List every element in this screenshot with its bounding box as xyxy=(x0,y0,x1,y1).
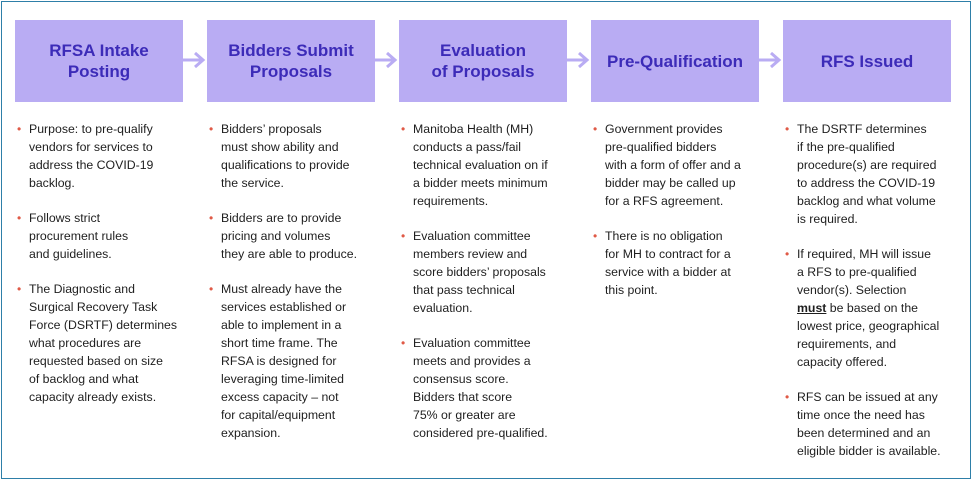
right-arrow-icon xyxy=(757,52,783,68)
list-item xyxy=(593,227,763,299)
right-arrow-icon xyxy=(373,52,399,68)
list-item xyxy=(401,334,571,442)
bullet-text xyxy=(797,247,939,369)
bullet-text xyxy=(221,122,350,190)
list-item xyxy=(401,227,571,317)
bullet-dot-icon: • xyxy=(17,122,22,136)
list-item xyxy=(593,120,763,210)
bullet-dot-icon: • xyxy=(785,247,790,261)
step-box-pre-qualification xyxy=(591,20,759,102)
bullet-dot-icon: • xyxy=(209,282,214,296)
list-item xyxy=(401,120,571,210)
bullet-text xyxy=(221,211,357,261)
bullet-dot-icon: • xyxy=(785,122,790,136)
text-segment: Follows strict procurement rules and guidelines. xyxy=(29,211,129,261)
text-segment: If required, MH will issue a RFS to pre-qualified vendor(s). Selection xyxy=(797,247,931,297)
list-item xyxy=(17,120,187,192)
text-segment: Bidders’ proposals must show ability and qualifications to provide the service. xyxy=(221,122,350,190)
list-item xyxy=(209,280,379,442)
bullet-text xyxy=(29,282,177,404)
step-box-bidders-submit xyxy=(207,20,375,102)
bullet-text xyxy=(413,122,548,208)
bullet-text xyxy=(413,336,548,440)
bullet-dot-icon: • xyxy=(785,390,790,404)
step-title: Pre-Qualification xyxy=(606,51,744,71)
bullet-text xyxy=(605,229,731,297)
bullet-dot-icon: • xyxy=(593,229,598,243)
step-title: RFSA Intake Posting xyxy=(49,41,149,81)
bullet-text xyxy=(29,211,128,261)
step-title: Bidders Submit Proposals xyxy=(228,41,354,81)
emphasized-text: must xyxy=(797,301,827,315)
bullet-dot-icon: • xyxy=(17,282,22,296)
list-item xyxy=(785,388,955,460)
text-segment: The Diagnostic and Surgical Recovery Task Force (DSRTF) determines what procedures are requested based on size of backlog and what capacity already exists. xyxy=(29,282,178,404)
bullet-text xyxy=(797,390,941,458)
bullet-dot-icon: • xyxy=(209,122,214,136)
text-segment: Must already have the services established or able to implement in a short time frame. The RFSA is designed for leveraging time-limited excess capacity – not for capital/equipment expansion. xyxy=(221,282,347,440)
bullet-list-rfs-issued xyxy=(785,120,955,477)
list-item xyxy=(209,209,379,263)
right-arrow-icon xyxy=(181,52,207,68)
text-segment: Manitoba Health (MH) conducts a pass/fail technical evaluation on if a bidder meets minimum requirements. xyxy=(413,122,548,208)
bullet-text xyxy=(797,122,936,226)
text-segment: There is no obligation for MH to contract for a service with a bidder at this point. xyxy=(605,229,731,297)
list-item xyxy=(785,245,955,371)
step-title: Evaluation of Proposals xyxy=(431,41,535,81)
text-segment: be based on the lowest price, geographical requirements, and capacity offered. xyxy=(797,301,940,369)
text-segment: The DSRTF determines if the pre-qualified procedure(s) are required to address the COVID-19 backlog and what volume is required. xyxy=(797,122,937,226)
list-item xyxy=(785,120,955,228)
bullet-list-evaluation xyxy=(401,120,571,459)
right-arrow-icon xyxy=(565,52,591,68)
bullet-text xyxy=(413,229,546,315)
bullet-text xyxy=(29,122,153,190)
step-box-rfs-issued xyxy=(783,20,951,102)
text-segment: RFS can be issued at any time once the need has been determined and an eligible bidder is available. xyxy=(797,390,941,458)
text-segment: Evaluation committee members review and score bidders’ proposals that pass technical evaluation. xyxy=(413,229,546,315)
text-segment: Purpose: to pre-qualify vendors for services to address the COVID-19 backlog. xyxy=(29,122,154,190)
bullet-text xyxy=(221,282,346,440)
text-segment: Bidders are to provide pricing and volumes they are able to produce. xyxy=(221,211,358,261)
bullet-dot-icon: • xyxy=(593,122,598,136)
step-box-evaluation xyxy=(399,20,567,102)
bullet-dot-icon: • xyxy=(17,211,22,225)
step-title: RFS Issued xyxy=(820,51,914,71)
bullet-list-rfsa-intake xyxy=(17,120,187,423)
list-item xyxy=(17,209,187,263)
bullet-dot-icon: • xyxy=(401,229,406,243)
step-box-rfsa-intake xyxy=(15,20,183,102)
bullet-text xyxy=(605,122,741,208)
bullet-dot-icon: • xyxy=(209,211,214,225)
bullet-dot-icon: • xyxy=(401,122,406,136)
text-segment: Evaluation committee meets and provides a consensus score. Bidders that score 75% or greater are considered pre-qualified. xyxy=(413,336,548,440)
text-segment: Government provides pre-qualified bidders with a form of offer and a bidder may be called up for a RFS agreement. xyxy=(605,122,741,208)
bullet-list-pre-qualification xyxy=(593,120,763,316)
bullet-list-bidders-submit xyxy=(209,120,379,459)
list-item xyxy=(209,120,379,192)
bullet-dot-icon: • xyxy=(401,336,406,350)
list-item xyxy=(17,280,187,406)
